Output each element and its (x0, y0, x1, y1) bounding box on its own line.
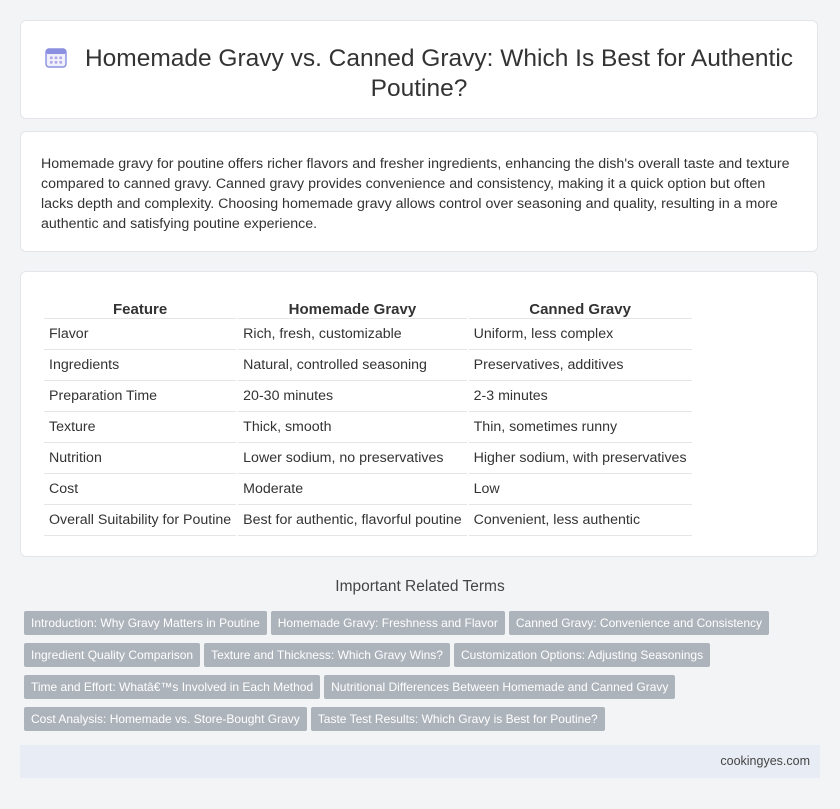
related-term-tag[interactable]: Nutritional Differences Between Homemade and Canned Gravy (324, 675, 675, 699)
page-title: Homemade Gravy vs. Canned Gravy: Which Is Best for Authentic Poutine? (84, 45, 794, 102)
header-homemade: Homemade Gravy (238, 294, 466, 319)
footer (20, 745, 820, 778)
table-cell: Natural, controlled seasoning (238, 350, 466, 381)
table-cell: 20-30 minutes (238, 381, 466, 412)
table-cell: Preservatives, additives (469, 350, 692, 381)
tag-row (24, 611, 804, 635)
table-cell: Overall Suitability for Poutine (44, 505, 236, 536)
table-row (44, 443, 692, 474)
table-cell: 2-3 minutes (469, 381, 692, 412)
related-term-tag[interactable]: Time and Effort: Whatâ€™s Involved in Each Method (24, 675, 320, 699)
related-terms-title: Important Related Terms (335, 578, 505, 595)
comparison-card (20, 271, 818, 557)
table-row (44, 319, 692, 350)
related-term-tag[interactable]: Canned Gravy: Convenience and Consistency (509, 611, 769, 635)
related-terms-tags (24, 611, 804, 739)
table-cell: Best for authentic, flavorful poutine (238, 505, 466, 536)
related-term-tag[interactable]: Ingredient Quality Comparison (24, 643, 200, 667)
table-row (44, 381, 692, 412)
table-cell: Low (469, 474, 692, 505)
footer-site-link[interactable]: cookingyes.com (720, 754, 810, 768)
table-cell: Nutrition (44, 443, 236, 474)
header-canned: Canned Gravy (469, 294, 692, 319)
header-feature: Feature (44, 294, 236, 319)
related-term-tag[interactable]: Texture and Thickness: Which Gravy Wins? (204, 643, 450, 667)
page-title-wrap (21, 44, 817, 104)
tag-row (24, 643, 804, 667)
table-cell: Ingredients (44, 350, 236, 381)
table-cell: Flavor (44, 319, 236, 350)
table-row (44, 505, 692, 536)
header-card (20, 20, 818, 119)
summary-paragraph: Homemade gravy for poutine offers richer flavors and fresher ingredients, enhancing the dish's overall taste and texture compared to canned gravy. Canned gravy provides convenience and consistency, making it a quick option but often lacks depth and complexity. Choosing homemade gravy allows control over seasoning and quality, resulting in a more authentic and satisfying poutine experience. (41, 156, 790, 232)
table-cell: Cost (44, 474, 236, 505)
related-term-tag[interactable]: Cost Analysis: Homemade vs. Store-Bought Gravy (24, 707, 307, 731)
table-row (44, 350, 692, 381)
tag-row (24, 675, 804, 699)
table-cell: Preparation Time (44, 381, 236, 412)
table-cell: Convenient, less authentic (469, 505, 692, 536)
summary-card (20, 131, 818, 252)
table-row (44, 474, 692, 505)
table-cell: Moderate (238, 474, 466, 505)
related-term-tag[interactable]: Taste Test Results: Which Gravy is Best for Poutine? (311, 707, 605, 731)
table-cell: Lower sodium, no preservatives (238, 443, 466, 474)
table-cell: Thick, smooth (238, 412, 466, 443)
table-cell: Rich, fresh, customizable (238, 319, 466, 350)
related-term-tag[interactable]: Customization Options: Adjusting Seasonings (454, 643, 710, 667)
related-term-tag[interactable]: Homemade Gravy: Freshness and Flavor (271, 611, 505, 635)
table-cell: Higher sodium, with preservatives (469, 443, 692, 474)
related-term-tag[interactable]: Introduction: Why Gravy Matters in Poutine (24, 611, 267, 635)
table-cell: Uniform, less complex (469, 319, 692, 350)
table-cell: Texture (44, 412, 236, 443)
table-header-row (44, 294, 692, 319)
comparison-table (42, 294, 694, 536)
tag-row (24, 707, 804, 731)
table-row (44, 412, 692, 443)
calendar-icon (45, 46, 67, 68)
table-cell: Thin, sometimes runny (469, 412, 692, 443)
